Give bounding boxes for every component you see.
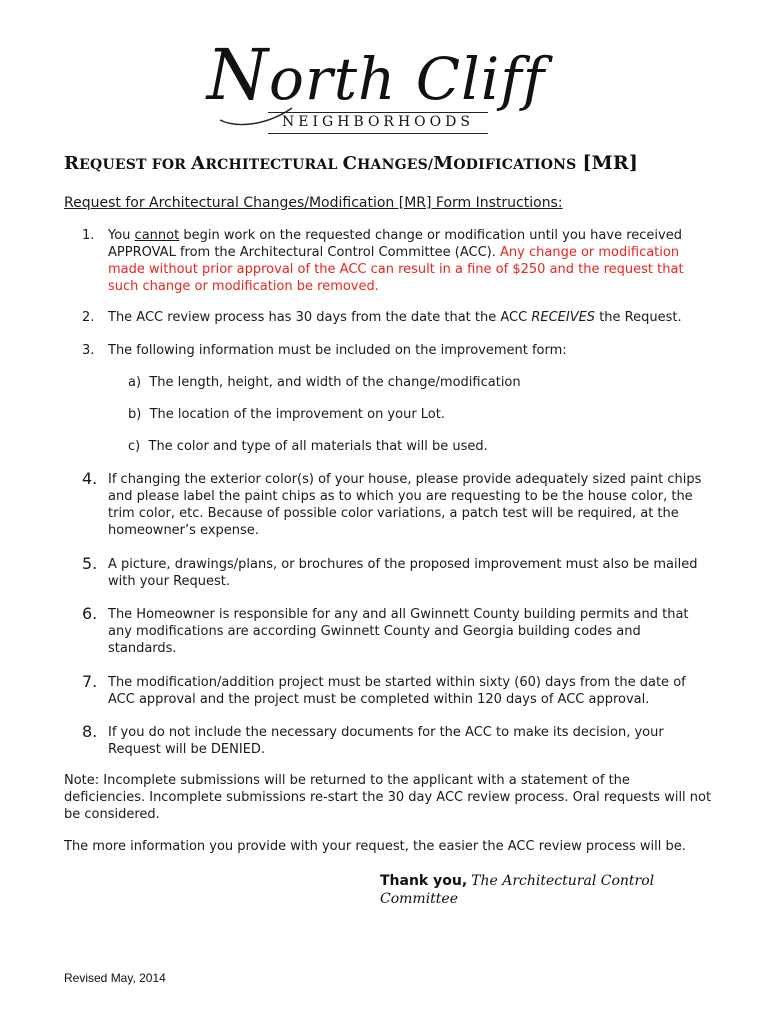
item-number: 2.: [82, 310, 95, 325]
item-number: 6.: [82, 604, 98, 623]
logo-script-text: North Cliff: [206, 34, 546, 116]
item-number: 8.: [82, 722, 98, 741]
instruction-item-1: [82, 227, 712, 295]
revised-date: Revised May, 2014: [64, 971, 166, 985]
item-number: 5.: [82, 554, 98, 573]
thank-you-line: [380, 872, 720, 908]
sub-item-text: The location of the improvement on your Lot.: [149, 407, 445, 422]
north-cliff-logo: [206, 34, 566, 140]
item-text-body: begin work on the requested change or modification until you have received APPROVAL from the Architectural Control Committee (ACC).: [108, 228, 682, 260]
instructions-heading: Request for Architectural Changes/Modification [MR] Form Instructions:: [64, 195, 563, 211]
instruction-item-6: [82, 606, 712, 657]
title-smallcaps: EQUEST FOR: [79, 157, 192, 173]
instruction-item-8: [82, 724, 712, 758]
instruction-item-4: [82, 471, 712, 539]
sub-item-text: The length, height, and width of the change/modification: [149, 375, 521, 390]
title-smallcaps: HANGES/: [357, 157, 434, 173]
item-text-italic: RECEIVES: [531, 310, 596, 325]
item-number: 7.: [82, 672, 98, 691]
sub-item-letter: c): [128, 439, 141, 454]
instruction-item-3: [82, 342, 712, 359]
item-number: 1.: [82, 228, 95, 243]
thank-you-text: Thank you,: [380, 873, 468, 889]
item-text: A picture, drawings/plans, or brochures of the proposed improvement must also be mailed with your Request.: [108, 557, 698, 589]
sub-item-c: [128, 438, 688, 455]
instruction-item-2: [82, 309, 712, 326]
fine-warning-text: Any change or modification made without prior approval of the ACC can result in a fine of $250 and the request that such change or modification be removed.: [108, 245, 684, 294]
instruction-item-7: [82, 674, 712, 708]
title-code: [MR]: [582, 152, 639, 174]
sub-item-letter: a): [128, 375, 142, 390]
item-text: [108, 309, 712, 326]
item-text: [108, 227, 712, 295]
title-cap: R: [64, 153, 80, 174]
sub-item-letter: b): [128, 407, 142, 422]
item-text-underlined: cannot: [134, 228, 180, 243]
committee-signature: The Architectural Control Committee: [380, 873, 655, 907]
item-text: The modification/addition project must be started within sixty (60) days from the date of ACC approval and the project must be completed within 120 days of ACC approval.: [108, 675, 686, 707]
item-text-before: The ACC review process has 30 days from the date that the ACC: [108, 310, 532, 325]
sub-item-b: [128, 406, 688, 423]
item-text: The Homeowner is responsible for any and all Gwinnett County building permits and that any modifications are according Gwinnett County and Georgia building codes and standards.: [108, 607, 689, 656]
sub-item-a: [128, 374, 688, 391]
instruction-item-5: [82, 556, 712, 590]
closing-paragraph: The more information you provide with your request, the easier the ACC review process will be.: [64, 839, 686, 854]
item-text: The following information must be included on the improvement form:: [108, 343, 567, 358]
page-title: [64, 152, 744, 174]
sub-item-text: The color and type of all materials that will be used.: [148, 439, 488, 454]
item-number: 3.: [82, 343, 95, 358]
item-text: If you do not include the necessary documents for the ACC to make its decision, your Request will be DENIED.: [108, 725, 664, 757]
item-text: If changing the exterior color(s) of your house, please provide adequately sized paint chips and please label the paint chips as to which you are requesting to be the house color, the trim color, etc. Because of possible color variations, a patch test will be required, at the homeowner’s expense.: [108, 472, 702, 538]
item-number: 4.: [82, 469, 98, 488]
title-cap: M: [433, 153, 454, 174]
title-smallcaps: RCHITECTURAL: [205, 157, 343, 173]
item-text-after: the Request.: [595, 310, 682, 325]
title-cap: A: [191, 153, 206, 174]
title-cap: C: [342, 153, 358, 174]
logo-subtitle: NEIGHBORHOODS: [282, 114, 474, 130]
title-smallcaps: ODIFICATIONS: [453, 157, 577, 173]
note-paragraph: Note: Incomplete submissions will be returned to the applicant with a statement of the deficiencies. Incomplete submissions re-start the 30 day ACC review process. Oral requests will not be considered.: [64, 773, 712, 822]
item-text-prefix: You: [108, 228, 135, 243]
